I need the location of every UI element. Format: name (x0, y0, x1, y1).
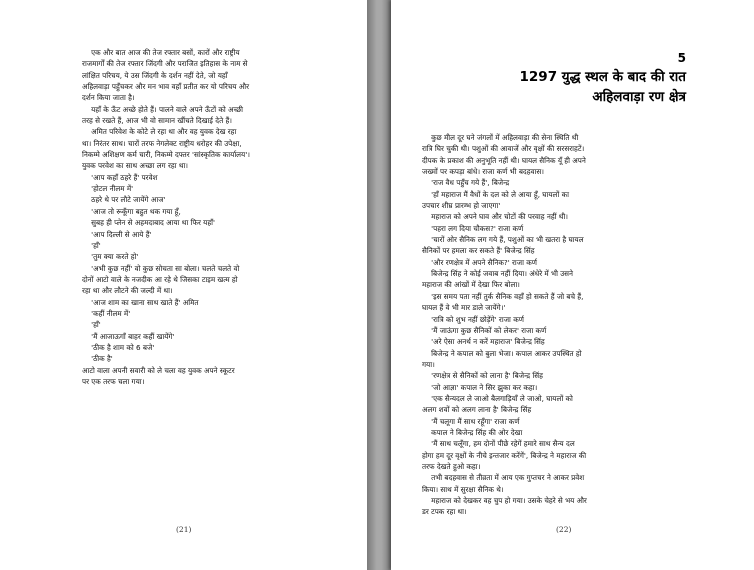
text-line: 'ठीक है' (82, 354, 113, 364)
text-line: यहाँ के ऊँट अच्छे होते हैं। पालने वाले अपने ऊँटों को अच्छी (82, 104, 244, 114)
text-line: 'अभी कुछ नहीं' वो कुछ सोचता सा बोला। चलते चलते वो (82, 263, 240, 273)
text-line: 'एक सैन्यदल ले जाओ बैलगाड़ियाँ ले जाओ, घायलों को (422, 393, 573, 403)
text-line: किया। साथ में सुरक्षा सैनिक थे। (422, 484, 504, 494)
text-line: एक और बात आज की तेज रफ्तार बसों, कारों और राष्ट्रीय (82, 48, 240, 57)
text-line: 'और रणक्षेत्र में अपने सैनिक?' राजा कर्ण (422, 257, 537, 267)
text-line: दर्शन किया जाता है। (82, 93, 135, 103)
text-line: 'मैं आजाऊगाँ बाहर कहीं खायेंगे' (82, 331, 175, 341)
text-line: 'कहीं नीलम में' (82, 308, 131, 318)
text-line: 'मैं साथ चलूँगा, हम दोनों पीछे रहेगें हमारे साथ सैन्य दल (422, 439, 575, 449)
text-line: तरह से रखते हैं, आज भी वो सामान खींचते दिखाई देते हैं। (82, 116, 232, 126)
text-line: 'तुम क्या करते हो' (82, 252, 139, 262)
text-line: अमित परिवेश के कोटे ले रहा था और वह युवक देख रहा (82, 127, 237, 137)
text-line: जख्मों पर कपड़ा बांधे। राजा कर्ण भी बदहवास। (422, 167, 545, 177)
text-line: गया। (422, 359, 435, 369)
text-line: 'हाँ' (82, 240, 101, 250)
text-line: 'हाँ महाराज मैं वैधों के दल को ले आया हूँ, घायलों का (422, 189, 569, 199)
page-number-right: (22) (556, 525, 572, 534)
text-line: 'मैं जाऊंगा कुछ सैनिकों को लेकर' राजा कर्ण (422, 325, 547, 335)
text-line: बिजेन्द्र ने कपाल को बुला भेजा। कपाल आकर उपस्थित हो (422, 348, 582, 358)
text-line: 'इस समय पता नहीं तुर्क सैनिक वहाँ हो सकते हैं जो बचे हैं, (422, 291, 584, 301)
text-line: था। निरंतर साथ। चारों तरफ नेगलेक्ट राष्ट्रीय धरोहर की उपेक्षा, (82, 138, 242, 148)
text-line: तभी बदहवास से तीव्रता में आय एक गुप्तचर ने आकर प्रवेश (422, 473, 585, 483)
right-page-body (422, 132, 686, 518)
text-line: उपचार शीघ्र प्रारम्भ हो जाएगा' (422, 201, 501, 211)
text-line: दीपक के प्रकाश की अनुभूति नहीं थी। घायल सैनिक यूँ ही अपने (422, 155, 586, 165)
text-line: 'रात्रि को शुभ नहीं छोड़ेंगे' राजा कर्ण (422, 314, 524, 324)
text-line: 'चारों ओर सैनिक लग गये हैं, पशुओं का भी खतरा है घायल (422, 235, 584, 245)
chapter-title-line-1: 1297 युद्ध स्थल के बाद की रात (519, 69, 686, 85)
text-line: सैनिकों पर हमला कर सकते हैं' बिजेन्द्र सिंह (422, 246, 535, 256)
text-line: 'रणक्षेत्र से सैनिकों को लाना है' बिजेन्द्र सिंह (422, 371, 543, 381)
text-line: घायल हैं वे भी मार डाले जायेंगे।' (422, 303, 506, 313)
text-line: राजमार्गों की तेज रफ्तार जिंदगी और पराजित इतिहास के नाम से (82, 59, 248, 69)
text-line: अहिलवाड़ा पहुँचकर और मन भाव वहाँ प्रतीत कर यो परिचय और (82, 82, 250, 92)
text-line: महाराज को अपने घाव और चोटों की परवाह नहीं थी। (422, 212, 568, 222)
text-line: रात्रि घिर चुकी थी। पशुओं की आवाजें और वृक्षों की सरसराहटें। (422, 144, 585, 154)
text-line: पर एक तरफ चला गया। (82, 376, 145, 386)
text-line: बिजेन्द्र सिंह ने कोई जवाब नहीं दिया। अंधेरे में भी उसने (422, 269, 574, 279)
text-line: महाराज को देखकर वह चुप हो गया। उसके चेहरे से भय और (422, 496, 587, 505)
text-line: लांक्षित परिचय, ये उस जिंदगी के दर्शन नहीं देते, जो यहाँ (82, 70, 228, 80)
text-line: 'पहरा लग दिया चौकस?' राजा कर्ण (422, 223, 524, 233)
text-line: 'आज शाम का खाना साथ खाते हैं' अमित (82, 297, 199, 307)
text-line: युवक परवेश का साथ अच्छा लग रहा था। (82, 161, 189, 171)
text-line: 'आज तो रूकूँगा बहुत थक गया हूँ, (82, 206, 181, 216)
text-line: आटो वाला अपनी सवारी को ले चला वह युवक अपने स्कूटर (82, 365, 235, 375)
text-line: 'आप दिल्ली से आये हैं' (82, 229, 152, 239)
page-number-left: (21) (176, 525, 192, 534)
text-line: 'आप कहाँ ठहरे हैं' परवेश (82, 172, 158, 182)
text-line: तरफ देखते हुओ कहा। (422, 461, 481, 471)
text-line: दोनों आटो वाले के नजदीक आ रहे थे जिसका टाइम खत्म हो (82, 274, 238, 284)
text-line: होगा हम दूर वृक्षों के नीचे इन्तजार करेंगें', बिजेन्द्र ने महाराज की (422, 450, 587, 460)
text-line: 'अरे ऐसा अनर्थ न करें महाराज' बिजेन्द्र सिंह (422, 337, 545, 347)
text-line: 'ठीक है शाम को 6 बजे' (82, 342, 155, 352)
text-line: महाराज की आंखों में देखा फिर बोला। (422, 280, 520, 290)
text-line: रहा था और लौटने की जल्दी में था। (82, 286, 173, 296)
text-line: ठहरे थे पर लौटे जायेंगे आज' (82, 195, 166, 205)
text-line: सुबह ही प्लेन से अहमदाबाद आया था फिर यहाँ' (82, 218, 216, 228)
left-page-body (82, 47, 308, 387)
text-line: डर टपक रहा था। (422, 507, 467, 517)
text-line: कुछ मील दूर घने जंगलों में अहिलवाड़ा की सेना स्थिति थी (422, 133, 579, 142)
text-line: कपाल ने बिजेन्द्र सिंह की ओर देखा (422, 427, 523, 437)
text-line: 'होटल नीलम में' (82, 184, 134, 194)
chapter-title-line-2: अहिलवाड़ा रण क्षेत्र (592, 89, 686, 105)
text-line: अलग शवों को अलग लाना है' बिजेन्द्र सिंह (422, 405, 532, 415)
chapter-number: 5 (677, 51, 686, 65)
text-line: 'जो आज्ञा' कपाल ने सिर झुका कर कहा। (422, 382, 538, 392)
text-line: 'हाँ' (82, 320, 101, 330)
text-line: निकम्मे अशिक्षण कर्म चारी, निकम्मे दफ्तर 'सांस्कृतिक कार्यालय'। (82, 150, 250, 160)
text-line: 'राज वैध पहुँच गये हैं', बिजेन्द्र (422, 178, 510, 188)
text-line: 'मैं चलूगा मैं साथ रहूँगा' राजा कर्ण (422, 416, 520, 426)
book-gutter (367, 0, 391, 570)
